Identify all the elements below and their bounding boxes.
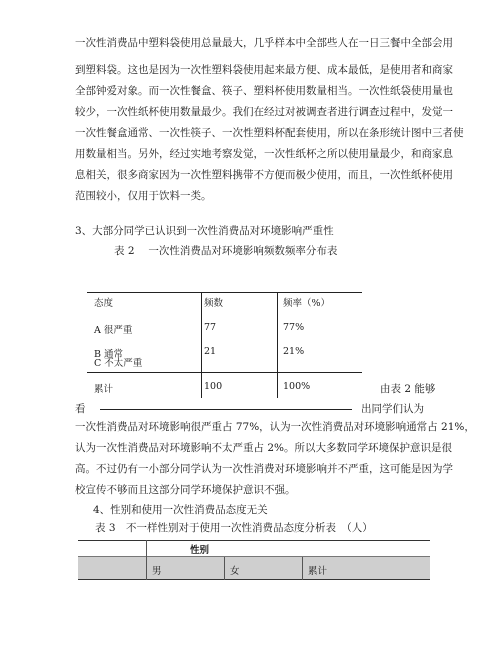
paragraph-line: 用数量相当。另外，经过实地考察发觉，一次性纸杯之所以使用量最少，和商家息 (75, 148, 453, 160)
table-cell: 77% (283, 322, 305, 333)
paragraph-line: 一次性消费品对环境影响很严重占 77%，认为一次性消费品对环境影响通常占 21%， (75, 421, 475, 433)
table-header-count: 频数 (204, 298, 224, 309)
table-cell-total: 100% (283, 381, 311, 392)
paragraph-line: 一次性消费品中塑料袋使用总量最大，几乎样本中全部些人在一日三餐中全部会用 (75, 37, 453, 49)
table-subheader-female: 女 (230, 566, 240, 577)
table-cell: A 很严重 (94, 325, 133, 336)
paragraph-line: 校宣传不够而且这部分同学环境保护意识不强。 (75, 484, 296, 496)
table-cell: C 不太严重 (94, 358, 143, 369)
table-subheader-total: 累计 (308, 566, 328, 577)
table3-caption: 表 3 不一样性别对于使用一次性消费品态度分析表 （人） (95, 522, 373, 534)
table-rule (87, 292, 362, 293)
table-cell-total: 100 (204, 381, 223, 392)
paragraph-line: 较少，一次性纸杯使用数量最少。我们在经过对被调查者进行调查过程中，发觉一 (75, 106, 453, 118)
side-text-right: 出同学们认为 (361, 403, 424, 415)
side-text-left: 看 (75, 403, 86, 415)
paragraph-line: 全部钟爱对象。而一次性餐盒、筷子、塑料杯使用数量相当。一次性纸袋使用量也 (75, 85, 453, 97)
side-text-right: 由表 2 能够 (380, 383, 436, 395)
table-column-divider (277, 292, 278, 398)
table3 (78, 540, 430, 580)
table-column-divider (146, 540, 147, 580)
table-column-divider (201, 292, 202, 398)
section-heading-4: 4、性别和使用一次性消费品态度无关 (93, 504, 268, 516)
table-rule (78, 579, 430, 580)
table-header-gender: 性别 (190, 545, 210, 556)
paragraph-line: 高。不过仍有一小部分同学认为一次性消费对环境影响并不严重，这可能是因为学 (75, 463, 453, 475)
table-rule (78, 540, 430, 541)
table-cell: 77 (204, 322, 217, 333)
paragraph-line: 息相关，很多商家因为一次性塑料携带不方便而极少使用，而且，一次性纸杯使用 (75, 169, 453, 181)
table-cell-total: 累计 (94, 384, 114, 395)
paragraph-line: 认为一次性消费品对环境影响不太严重占 2%。所以大多数同学环境保护意识是很 (75, 442, 452, 454)
table2-caption: 表 2 一次性消费品对环境影响频数频率分布表 (114, 245, 338, 257)
table2 (87, 292, 362, 398)
table-cell: 21 (204, 346, 217, 357)
table-header-percent: 频率（%） (283, 298, 331, 309)
table-column-divider (224, 557, 225, 580)
table-header-band (78, 557, 430, 579)
table-rule (87, 372, 362, 373)
table-column-divider (302, 557, 303, 580)
table-bottom-rule (100, 409, 352, 410)
table-subheader-male: 男 (152, 566, 162, 577)
paragraph-line: 到塑料袋。这也是因为一次性塑料袋使用起来最方便、成本最低，是使用者和商家 (75, 64, 453, 76)
table-cell: B 通常 (94, 349, 124, 360)
paragraph-line: 一次性餐盒通常、一次性筷子、一次性塑料杯配套使用，所以在条形统计图中三者使 (75, 127, 464, 139)
table-header-attitude: 态度 (94, 298, 114, 309)
paragraph-line: 范围较小，仅用于饮料一类。 (75, 190, 212, 202)
section-heading-3: 3、大部分同学已认识到一次性消费品对环境影响严重性 (75, 225, 334, 237)
table-cell: 21% (283, 346, 305, 357)
